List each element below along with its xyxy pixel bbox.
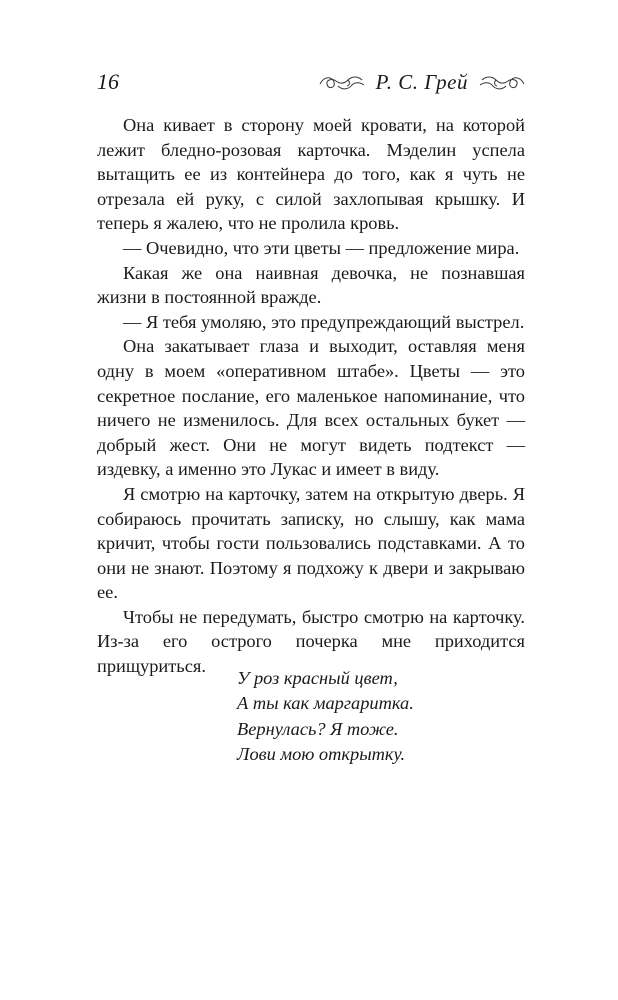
poem-line: А ты как маргаритка. <box>237 693 414 714</box>
body-text <box>97 113 525 679</box>
flourish-ornament-icon <box>478 72 526 92</box>
poem <box>237 666 414 768</box>
paragraph: Я смотрю на карточку, затем на открытую дверь. Я собираюсь прочитать записку, но слышу, как мама кричит, чтобы гости пользовались подставками. А то они не знают. Поэтому я подхожу к двери и закрываю ее. <box>97 483 525 603</box>
paragraph: Она закатывает глаза и выходит, оставляя меня одну в моем «оперативном штабе». Цветы — это секретное послание, его маленькое напоминание, что ничего не изменилось. Для всех остальных букет — добрый жест. Они не могут видеть подтекст — издевку, а именно это Лукас и имеет в виду. <box>97 336 525 480</box>
poem-line: У роз красный цвет, <box>237 668 398 688</box>
paragraph: Какая же она наивная девочка, не познавшая жизни в постоянной вражде. <box>97 262 525 308</box>
page-number: 16 <box>97 69 119 94</box>
paragraph: — Я тебя умоляю, это предупреждающий выстрел. <box>123 311 525 332</box>
poem-line: Лови мою открытку. <box>237 744 406 765</box>
flourish-ornament-icon <box>318 72 366 92</box>
paragraph: Чтобы не передумать, быстро смотрю на карточку. Из-за его острого почерка мне приходится прищуриться. <box>97 606 525 677</box>
page-header <box>97 68 526 98</box>
author-name: Р. С. Грей <box>375 70 468 94</box>
paragraph: — Очевидно, что эти цветы — предложение мира. <box>123 237 520 258</box>
running-head <box>318 68 526 96</box>
paragraph: Она кивает в сторону моей кровати, на которой лежит бледно-розовая карточка. Мэделин успела вытащить ее из контейнера до того, как я чуть не отрезала ей руку, с силой захлопывая крышку. И теперь я жалею, что не пролила кровь. <box>97 115 525 234</box>
poem-line: Вернулась? Я тоже. <box>237 718 399 739</box>
